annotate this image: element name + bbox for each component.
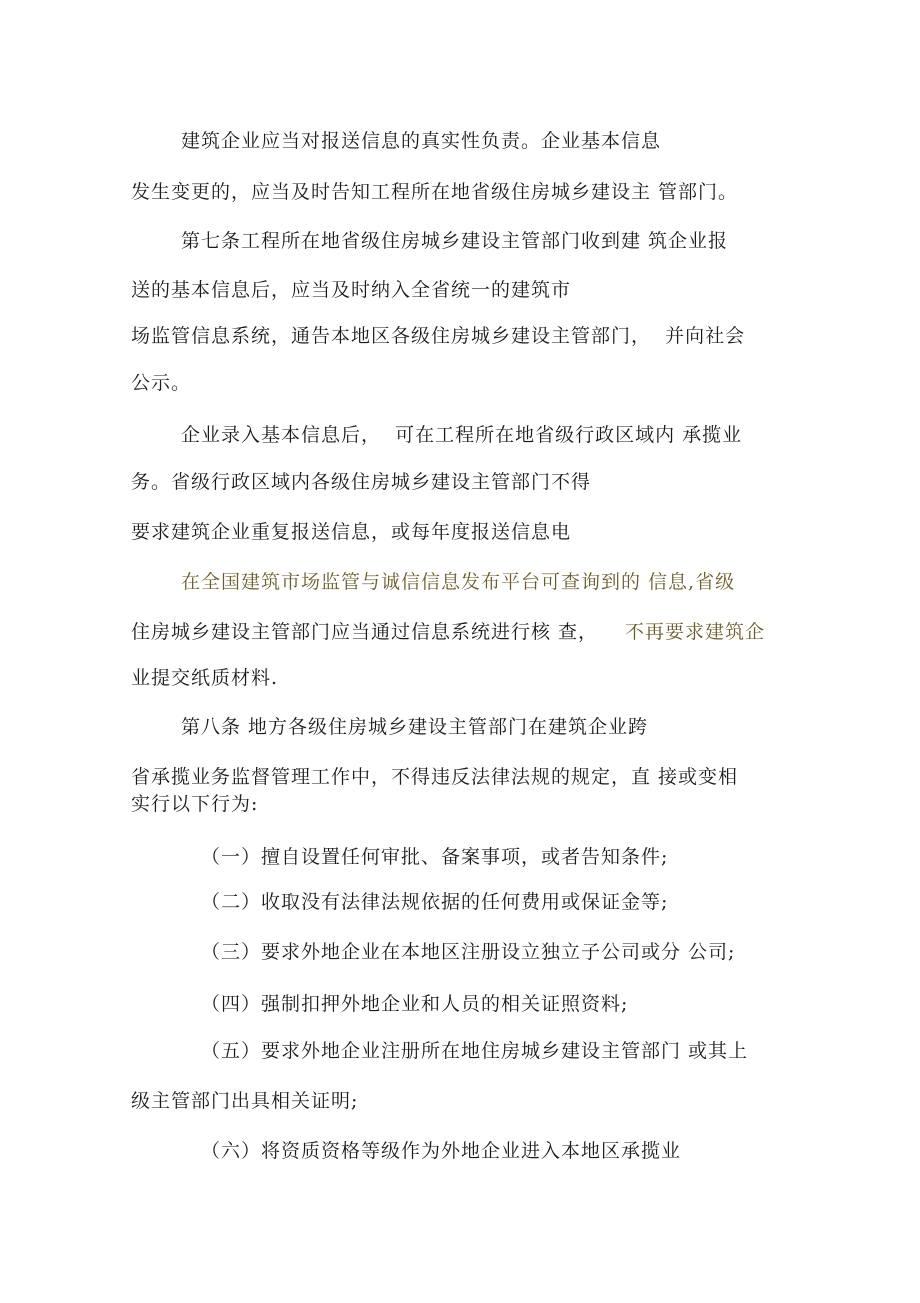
list-item-3: （三）要求外地企业在本地区注册设立独立子公司或分 公司;: [201, 941, 736, 963]
list-item-1: （一）擅自设置任何审批、备案事项，或者告知条件;: [201, 846, 669, 868]
list-item-2: （二）收取没有法律法规依据的任何费用或保证金等;: [201, 891, 669, 913]
highlight-line-1: 在全国建筑市场监管与诚信信息发布平台可查询到的 信息,省级: [181, 571, 736, 593]
paragraph-line-7: 企业录入基本信息后， 可在工程所在地省级行政区域内 承揽业: [181, 424, 743, 446]
list-item-5-line-2: 级主管部门出具相关证明;: [131, 1090, 359, 1112]
article-7-line-3: 场监管信息系统，通告本地区各级住房城乡建设主管部门， 并向社会: [131, 325, 746, 347]
list-item-6: （六）将资质资格等级作为外地企业进入本地区承揽业: [201, 1140, 682, 1162]
article-8-title: 第八条 地方各级住房城乡建设主管部门在建筑企业跨: [181, 716, 649, 738]
list-item-4: （四）强制扣押外地企业和人员的相关证照资料;: [201, 993, 629, 1015]
article-8-line-2: 省承揽业务监督管理工作中，不得违反法律法规的规定，直 接或变相: [131, 766, 739, 788]
highlight-line-2: 不再要求建筑企: [625, 621, 766, 643]
paragraph-line-8: 务。省级行政区域内各级住房城乡建设主管部门不得: [131, 471, 592, 493]
paragraph-line-12: 业提交纸质材料.: [131, 667, 279, 689]
paragraph-line-1: 建筑企业应当对报送信息的真实性负责。企业基本信息: [181, 130, 662, 152]
paragraph-line-2: 发生变更的，应当及时告知工程所在地省级住房城乡建设主 管部门。: [131, 181, 739, 203]
paragraph-line-9: 要求建筑企业重复报送信息，或每年度报送信息电: [131, 521, 572, 543]
article-7-line-2: 送的基本信息后，应当及时纳入全省统一的建筑市: [131, 279, 572, 301]
list-item-5-line-1: （五）要求外地企业注册所在地住房城乡建设主管部门 或其上: [201, 1040, 749, 1062]
article-7-line-1: 第七条工程所在地省级住房城乡建设主管部门收到建 筑企业报: [181, 230, 729, 252]
article-7-line-4: 公示。: [131, 372, 192, 394]
article-8-line-3: 实行以下行为:: [131, 793, 259, 815]
paragraph-line-11: 住房城乡建设主管部门应当通过信息系统进行核 查，: [131, 621, 599, 643]
